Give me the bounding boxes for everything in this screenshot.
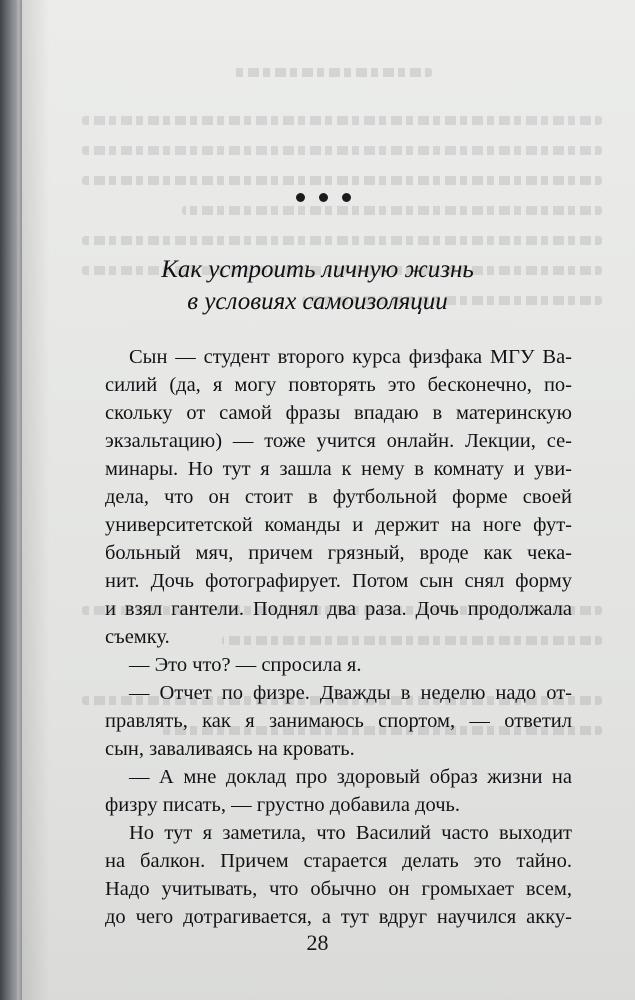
- text-line: правлять, как я занимаюсь спортом, — ответил: [105, 710, 572, 732]
- text-line: минары. Но тут я зашла к нему в комнату и уви-: [105, 458, 572, 480]
- text-line: сын, заваливаясь на кровать.: [105, 738, 355, 760]
- text-line: университетской команды и держит на ноге фут-: [105, 514, 572, 536]
- ornament-dot: [342, 193, 351, 202]
- text-line: — А мне доклад про здоровый образ жизни на: [129, 766, 572, 788]
- text-line: и взял гантели. Поднял два раза. Дочь продолжала: [105, 598, 572, 620]
- text-line: дела, что он стоит в футбольной форме своей: [105, 486, 572, 508]
- ornament-dot: [319, 193, 328, 202]
- text-line: — Это что? — спросила я.: [129, 654, 362, 676]
- section-break-ornament: [296, 193, 351, 202]
- text-line: силий (да, я могу повторять это бесконечно, по-: [105, 374, 572, 396]
- text-line: физру писать, — грустно добавила дочь.: [105, 794, 461, 816]
- text-line: больный мяч, причем грязный, вроде как чека-: [105, 542, 572, 564]
- chapter-title-line-2: в условиях самоизоляции: [187, 288, 448, 315]
- text-line: экзальтацию) — тоже учится онлайн. Лекции, се-: [105, 430, 572, 452]
- text-line: Но тут я заметила, что Василий часто выходит: [129, 822, 572, 844]
- text-line: на балкон. Причем старается делать это тайно.: [105, 850, 572, 872]
- text-line: скольку от самой фразы впадаю в материнскую: [105, 402, 572, 424]
- text-line: Сын — студент второго курса физфака МГУ Ва-: [129, 346, 572, 368]
- ornament-dot: [296, 193, 305, 202]
- book-cover-edge: [0, 0, 18, 1000]
- text-line: — Отчет по физре. Дважды в неделю надо от-: [129, 682, 572, 704]
- chapter-title-line-1: Как устроить личную жизнь: [161, 256, 474, 283]
- text-line: съемку.: [105, 626, 170, 648]
- text-line: нит. Дочь фотографирует. Потом сын снял форму: [105, 570, 572, 592]
- text-line: Надо учитывать, что обычно он громыхает всем,: [105, 878, 572, 900]
- page-number: 28: [306, 930, 329, 955]
- text-line: до чего дотрагивается, а тут вдруг научился акку-: [105, 906, 572, 928]
